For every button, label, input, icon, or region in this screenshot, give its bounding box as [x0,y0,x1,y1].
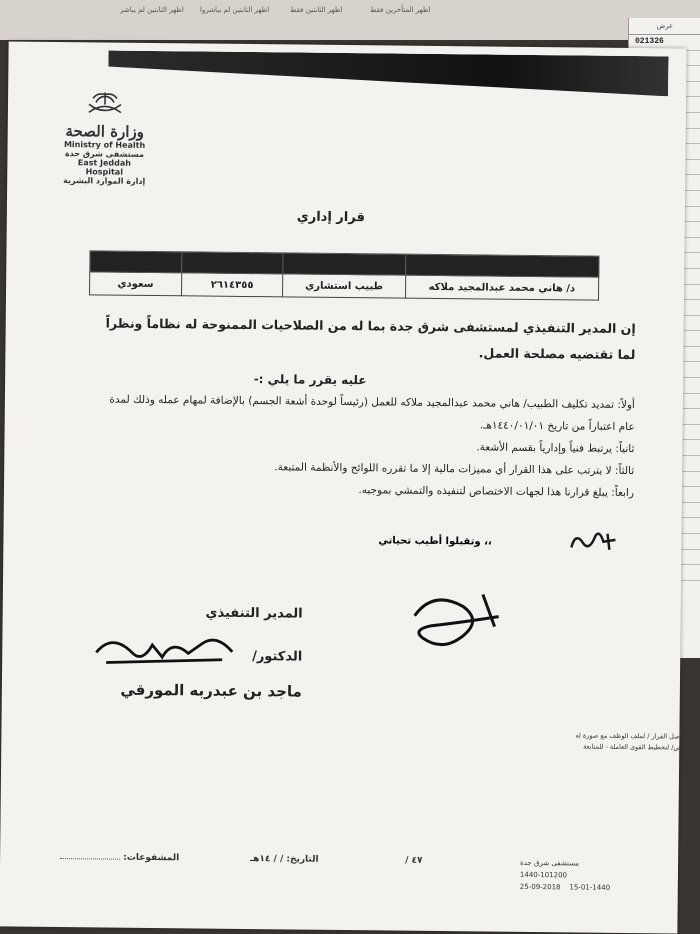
letter-date [250,854,319,865]
employee-name: د/ هاني محمد عبدالمجيد ملاكه [405,275,599,300]
sheet-header: عرض [629,18,700,35]
background-form [0,0,700,40]
employee-nationality: سعودي [90,272,182,296]
stamp-date-gregorian: 25-09-2018 [519,882,561,892]
initial-signature [563,525,623,556]
ministry-logo [59,90,150,186]
date-label: التاريخ: [286,854,319,865]
signer-prefix: الدكتور/ [252,649,303,665]
employee-number: ٢٦١٤٣٥٥ [181,273,283,297]
decision-item: أولاً: تمديد تكليف الطبيب/ هاني محمد عبدالمجيد ملاكه للعمل (رئيساً لوحدة أشعة الجسم) بالإضافة لمهام عمله وذلك لمدة عام اعتباراً من تاريخ ١٤٤٠/٠١/٠١هـ. [109,393,635,434]
stamp-dates [520,881,610,894]
stamp-title: مستشفى شرق جدة [520,858,580,868]
intro-paragraph: إن المدير التنفيذي لمستشفى شرق جدة بما له من الصلاحيات الممنوحة له نظاماً ونظراً لما تقتضيه مصلحة العمل. [105,315,636,363]
sheet-row: 021326 [629,35,700,51]
signer-name: ماجد بن عبدربه المورقي [120,680,302,701]
department-name: إدارة الموارد البشرية [63,176,146,186]
attachments [60,852,179,863]
filter-label: اظهر الثابتين لم يباشروا [200,6,270,14]
incoming-stamp [520,857,611,894]
document-title: قرار إداري [296,209,365,226]
decision-letter [0,41,687,933]
ministry-name-ar: وزارة الصحة [65,122,145,141]
date-value: / / ١٤هـ [250,854,284,865]
decision-item: رابعاً: يبلغ قرارنا هذا لجهات الاختصاص لتنفيذه والتمشي بموجبه. [358,484,635,500]
filter-label: اظهر المتأخرين فقط [370,6,431,14]
decision-heading: عليه يقرر ما يلي :- [253,372,367,388]
signer-title: المدير التنفيذي [205,605,303,622]
letter-number [405,856,423,866]
decision-item: ثالثاً: لا يترتب على هذا القرار أي مميزات مالية إلا ما تقرره اللوائح والأنظمة المتبعة. [274,461,635,478]
header-stripe [108,51,668,97]
filter-label: اظهر الثابتين لم يباشر [120,6,184,14]
hospital-name-ar: مستشفى شرق جدة [64,149,145,159]
document-body [94,310,636,504]
palm-swords-icon [60,90,150,123]
filter-label: اظهر الثابتين فقط [290,6,343,14]
letter-number-value: ٤٧ / [405,855,423,866]
handwritten-signature [402,586,513,657]
hospital-name-en: East Jeddah Hospital [77,158,132,177]
ministry-name-en: Ministry of Health [63,140,146,150]
stamp-date-hijri: 15-01-1440 [569,883,611,892]
copy-distribution: أصل القرار / لملف الوظف مع صورة له ص/ لتخطيط القوى العاملة - للمتابعة [575,731,682,752]
decision-item: ثانياً: يرتبط فنياً وإدارياً بقسم الأشعة. [476,441,635,456]
employee-position: طبيب استشاري [283,274,405,298]
attachments-label: المشفوعات: [123,852,180,864]
stamp-number: 1440-101200 [519,870,568,880]
employee-table [89,250,599,300]
signer-signature [92,622,243,674]
closing-regards: وتقبلوا أطيب تحياتي ،، [378,535,492,548]
